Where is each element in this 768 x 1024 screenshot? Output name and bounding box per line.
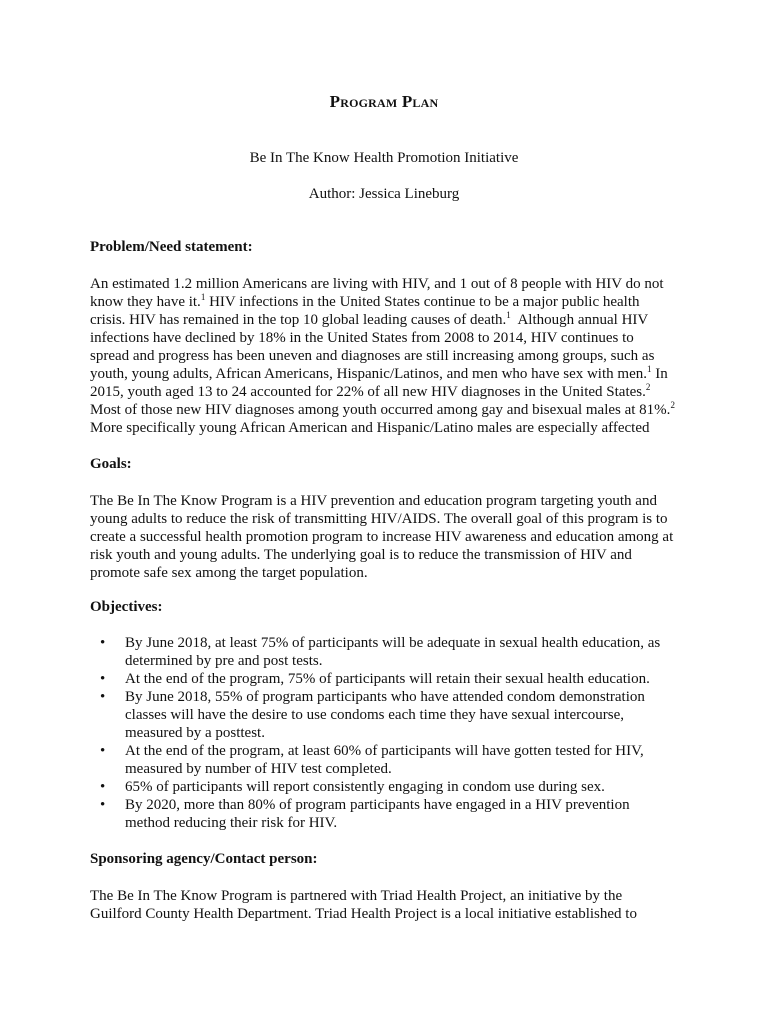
problem-line: spread and progress has been uneven and diagnoses are still increasing among groups, such as xyxy=(90,348,655,364)
bullet-icon: • xyxy=(100,671,106,687)
goals-line: young adults to reduce the risk of transmitting HIV/AIDS. The overall goal of this program is to xyxy=(90,511,668,527)
problem-heading: Problem/Need statement: xyxy=(90,239,253,255)
citation: 2 xyxy=(645,382,651,392)
objective-item: • By June 2018, 55% of program participants who have attended condom demonstration classes will have the desire to use condoms each time they have sexual intercourse, measured by a posttest. xyxy=(100,689,645,741)
sponsor-paragraph xyxy=(90,887,690,923)
objective-item: • 65% of participants will report consistently engaging in condom use during sex. xyxy=(100,779,605,795)
sponsor-heading: Sponsoring agency/Contact person: xyxy=(90,851,318,867)
goals-paragraph xyxy=(90,492,690,582)
problem-line: youth, young adults, African Americans, Hispanic/Latinos, and men who have sex with men.$^1$ In xyxy=(90,364,668,382)
objective-item: • By June 2018, at least 75% of participants will be adequate in sexual health education, as determined by pre and post tests. xyxy=(100,635,661,669)
objectives-heading: Objectives: xyxy=(90,599,163,615)
problem-line: infections have declined by 18% in the United States from 2008 to 2014, HIV continues to xyxy=(90,330,634,346)
citation: 1 xyxy=(646,364,652,374)
goals-line: promote safe sex among the target population. xyxy=(90,565,368,581)
citation: 2 xyxy=(670,400,675,410)
sponsor-line: Guilford County Health Department. Triad Health Project is a local initiative established to xyxy=(90,906,637,922)
page-title: Program Plan xyxy=(329,92,439,111)
goals-line: The Be In The Know Program is a HIV prevention and education program targeting youth and xyxy=(90,493,657,509)
author-line: Author: Jessica Lineburg xyxy=(308,186,460,202)
problem-line: Most of those new HIV diagnoses among youth occurred among gay and bisexual males at 81%.$^2$ xyxy=(90,400,675,418)
problem-line: crisis. HIV has remained in the top 10 global leading causes of death.$^1$ Although annual HIV xyxy=(90,310,649,328)
problem-line: An estimated 1.2 million Americans are living with HIV, and 1 out of 8 people with HIV do not xyxy=(90,276,664,292)
objective-item: • By 2020, more than 80% of program participants have engaged in a HIV prevention method reducing their risk for HIV. xyxy=(100,797,630,831)
problem-line: More specifically young African American and Hispanic/Latino males are especially affected xyxy=(90,420,650,436)
bullet-icon: • xyxy=(100,743,106,759)
program-subtitle: Be In The Know Health Promotion Initiative xyxy=(249,150,519,166)
bullet-icon: • xyxy=(100,635,106,651)
sponsor-line: The Be In The Know Program is partnered with Triad Health Project, an initiative by the xyxy=(90,888,623,904)
citation: 1 xyxy=(506,310,511,320)
citation: 1 xyxy=(200,292,206,302)
goals-line: risk youth and young adults. The underlying goal is to reduce the transmission of HIV and xyxy=(90,547,632,563)
bullet-icon: • xyxy=(100,779,106,795)
objective-item: • At the end of the program, at least 60% of participants will have gotten tested for HIV, measured by number of HIV test completed. xyxy=(100,743,644,777)
objectives-list xyxy=(90,634,690,832)
bullet-icon: • xyxy=(100,797,106,813)
problem-line: know they have it.$^1$ HIV infections in the United States continue to be a major public health xyxy=(90,292,640,310)
problem-line: 2015, youth aged 13 to 24 accounted for 22% of all new HIV diagnoses in the United States.$^2$ xyxy=(90,382,651,400)
problem-paragraph xyxy=(90,275,690,437)
goals-line: create a successful health promotion program to increase HIV awareness and education among at xyxy=(90,529,674,545)
goals-heading: Goals: xyxy=(90,456,132,472)
objective-item: • At the end of the program, 75% of participants will retain their sexual health education. xyxy=(100,671,650,687)
bullet-icon: • xyxy=(100,689,106,705)
